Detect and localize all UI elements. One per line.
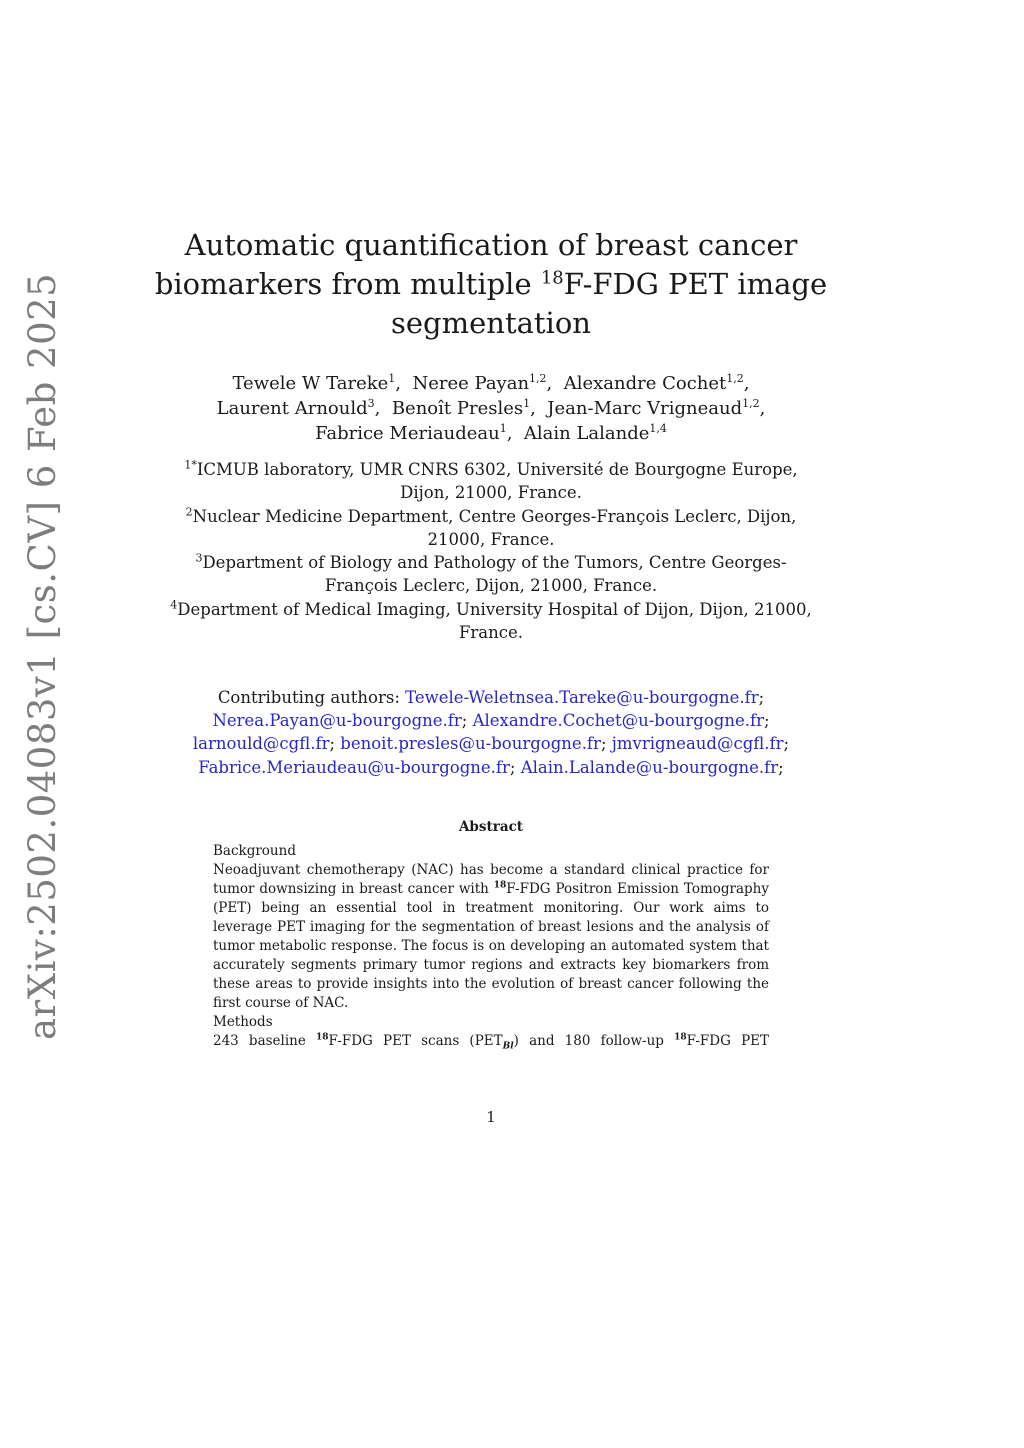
email-link[interactable]: Alain.Lalande@u-bourgogne.fr	[520, 757, 779, 777]
email-link[interactable]: Nerea.Payan@u-bourgogne.fr	[212, 711, 462, 731]
affiliation: $^4$Department of Medical Imaging, University Hospital of Dijon, Dijon, 21000, France.	[170, 598, 812, 643]
paper-title	[140, 226, 842, 343]
email-link[interactable]: Fabrice.Meriaudeau@u-bourgogne.fr	[198, 757, 510, 777]
author-list	[160, 371, 822, 446]
title-part2: F-FDG PET image segmentation	[391, 267, 828, 340]
email-link[interactable]: jmvrigneaud@cgfl.fr	[611, 734, 784, 754]
affiliation: $^2$Nuclear Medicine Department, Centre Georges-François Leclerc, Dijon, 21000, France.	[185, 505, 797, 549]
author: Alexandre Cochet$^{1,2}$,	[563, 372, 750, 394]
affiliation-list	[160, 458, 822, 644]
email-link[interactable]: Alexandre.Cochet@u-bourgogne.fr	[472, 711, 764, 731]
title-part1: Automatic quantification of breast cancer biomarkers from multiple	[154, 228, 798, 301]
author: Alain Lalande$^{1,4}$	[523, 422, 667, 444]
page-number: 1	[486, 1108, 496, 1126]
email-link[interactable]: benoit.presles@u-bourgogne.fr	[340, 734, 601, 754]
background-text: Neoadjuvant chemotherapy (NAC) has become a standard clinical practice for tumor downsizing in breast cancer with $^{18}$F-FDG Positron Emission Tomography (PET) being an essential tool in treatment monitoring. Our work aims to leverage PET imaging for the segmentation of breast lesions and the analysis of tumor metabolic response. The focus is on developing an automated system that accurately segments primary tumor regions and extracts key biomarkers from these areas to provide insights into the evolution of breast cancer following the first course of NAC.	[213, 862, 769, 1011]
abstract-body	[213, 842, 769, 1051]
arxiv-stamp: arXiv:2502.04083v1 [cs.CV] 6 Feb 2025	[21, 272, 64, 1040]
email-link[interactable]: Tewele-Weletnsea.Tareke@u-bourgogne.fr	[405, 688, 759, 707]
email-link[interactable]: larnould@cgfl.fr	[192, 734, 330, 754]
affiliation: $^3$Department of Biology and Pathology of the Tumors, Centre Georges-François Leclerc, Dijon, 21000, France.	[195, 551, 787, 596]
contributing-authors: Contributing authors: Tewele-Weletnsea.Tareke@u-bourgogne.fr; Nerea.Payan@u-bourgogne.fr; Alexandre.Cochet@u-bourgogne.fr; larnould@cgfl.fr; benoit.presles@u-bourgogne.fr; jmvrigneaud@cgfl.fr; Fabrice.Meriaudeau@u-bourgogne.fr; Alain.Lalande@u-bourgogne.fr;	[192, 688, 790, 777]
title-sup: 18	[540, 267, 564, 289]
methods-text: 243 baseline $^{18}$F-FDG PET scans $(PET_{Bl})$ and 180 follow-up $^{18}$F-FDG PET	[213, 1032, 770, 1052]
background-label: Background	[213, 843, 296, 859]
author: Laurent Arnould$^3$,	[216, 397, 381, 419]
author: Tewele W Tareke$^1$,	[232, 372, 402, 394]
abstract-heading: Abstract	[458, 819, 524, 835]
affiliation: $^{1*}$ICMUB laboratory, UMR CNRS 6302, Université de Bourgogne Europe, Dijon, 21000, France.	[184, 458, 798, 503]
author: Neree Payan$^{1,2}$,	[412, 372, 553, 394]
author: Jean-Marc Vrigneaud$^{1,2}$,	[547, 397, 766, 419]
author: Fabrice Meriaudeau$^1$,	[315, 422, 513, 444]
methods-label: Methods	[213, 1014, 273, 1030]
author: Benoît Presles$^1$,	[391, 397, 536, 419]
contrib-label: Contributing authors:	[217, 688, 400, 707]
